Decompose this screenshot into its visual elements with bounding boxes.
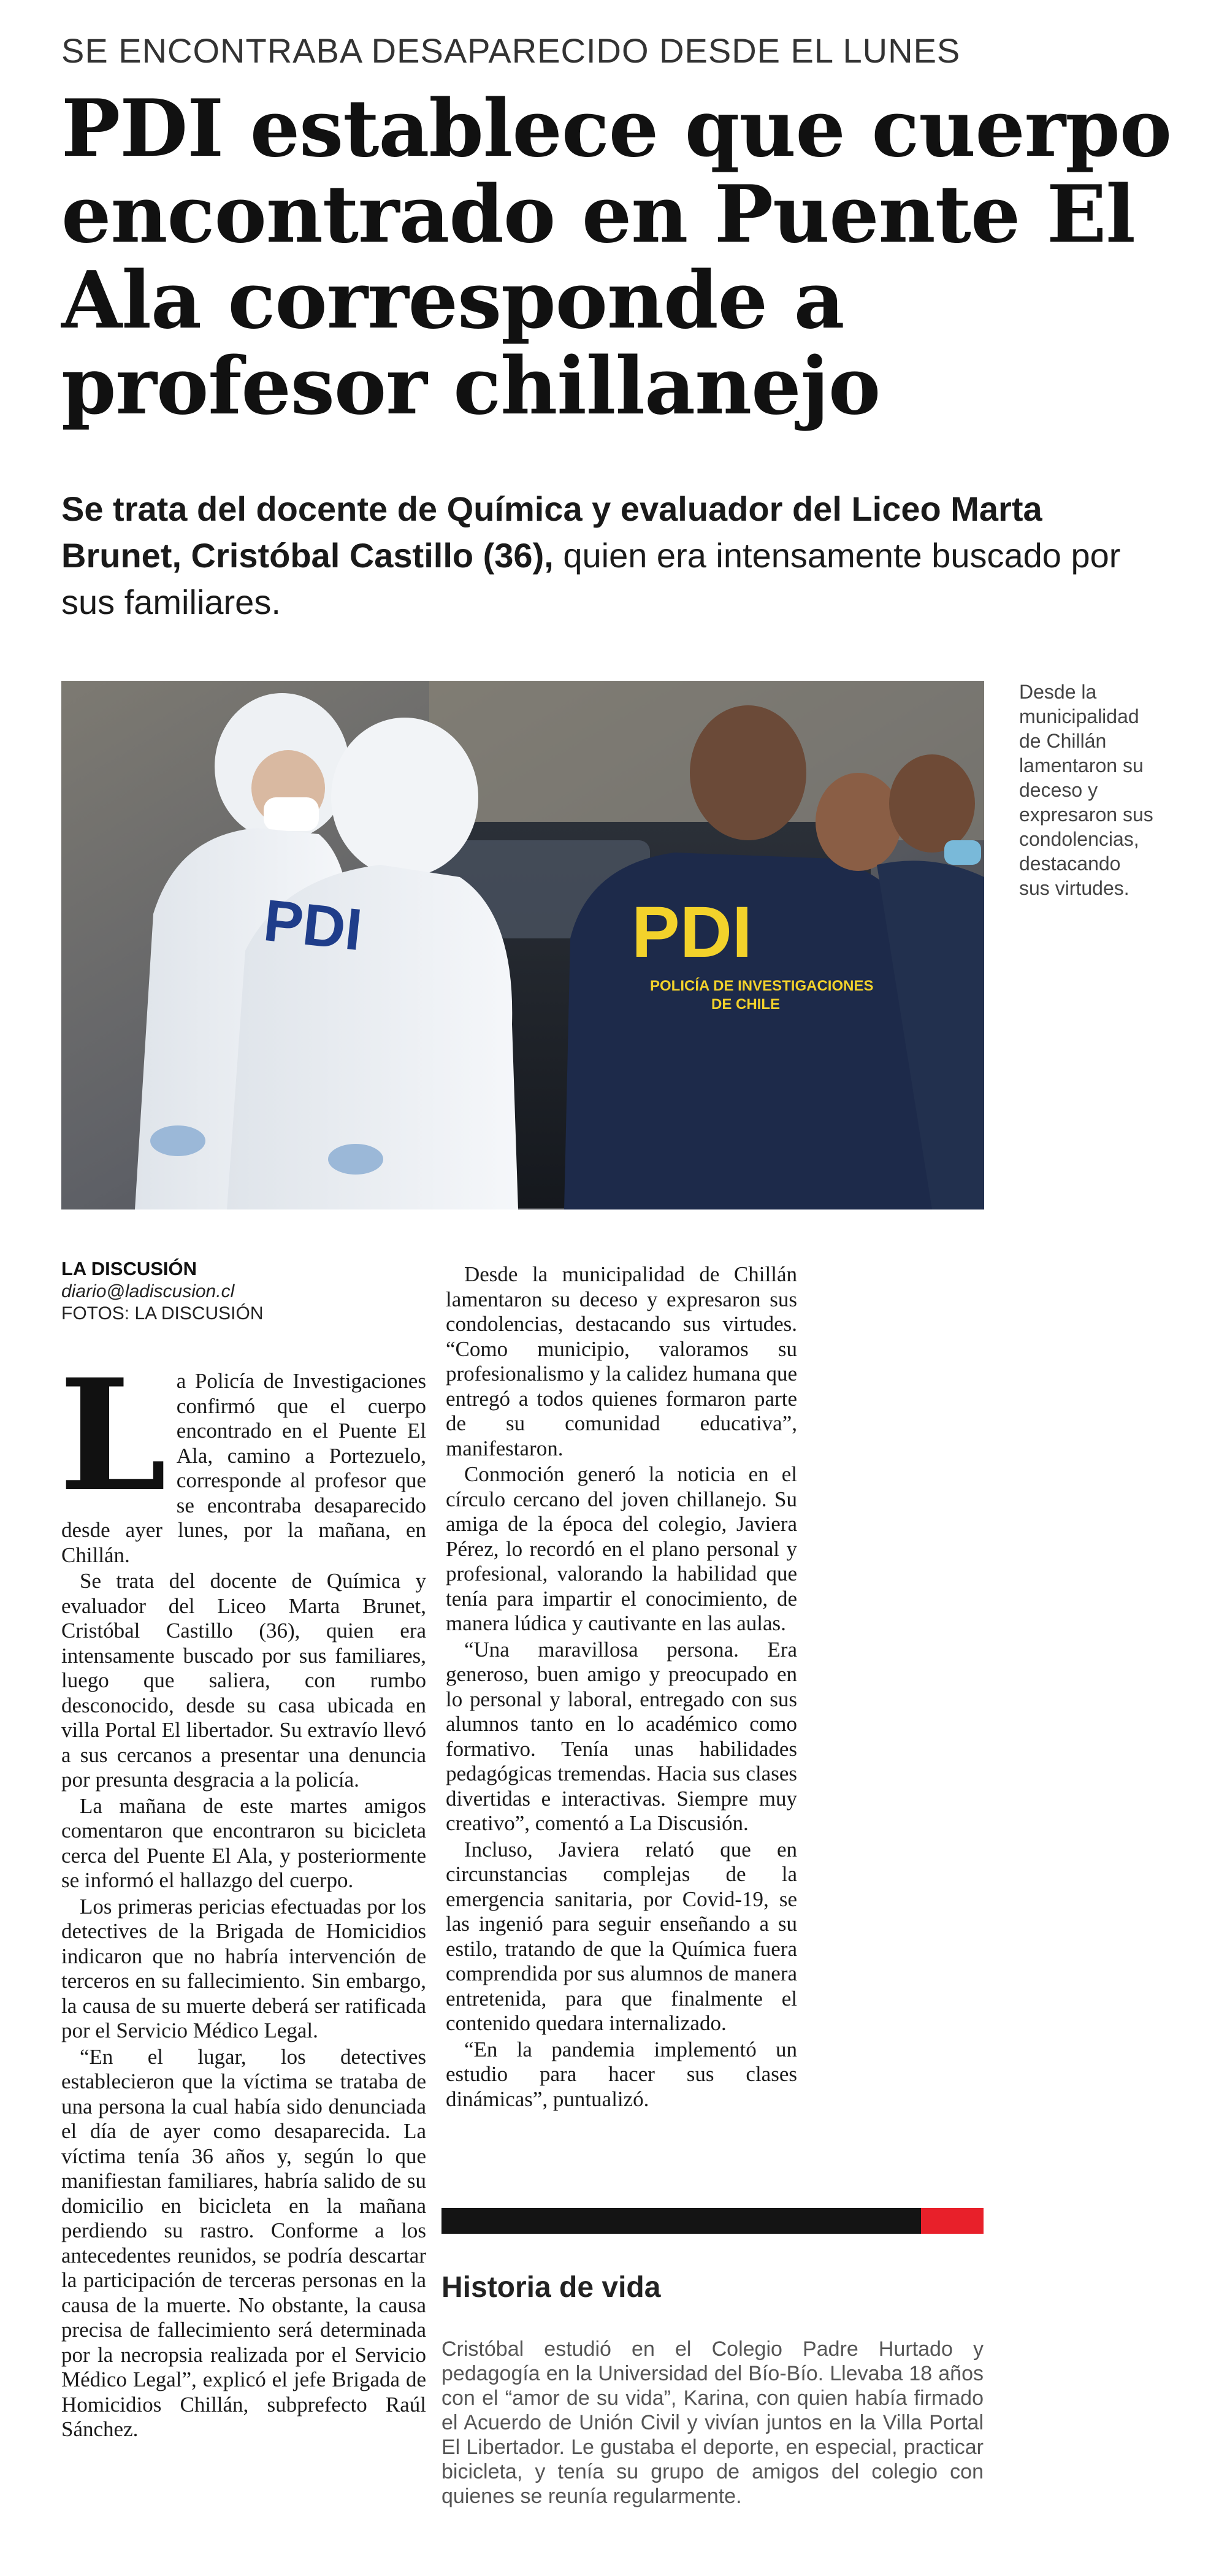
kicker: SE ENCONTRABA DESAPARECIDO DESDE EL LUNES <box>61 31 961 70</box>
sidebar-title: Historia de vida <box>441 2271 661 2304</box>
photo-jacket-right-sub1: POLICÍA DE INVESTIGACIONES <box>650 978 874 994</box>
byline-email[interactable]: diario@ladiscusion.cl <box>61 1281 235 1301</box>
sidebar-bar-red <box>921 2208 984 2234</box>
byline-organization: LA DISCUSIÓN <box>61 1258 197 1279</box>
photo-jacket-right-sub2: DE CHILE <box>711 996 781 1013</box>
article-column-2 <box>446 1262 797 2113</box>
photo-illustration <box>61 681 984 1209</box>
paragraph: “En la pandemia implementó un estudio para hacer sus clases dinámicas”, puntualizó. <box>446 2037 797 2111</box>
paragraph: Los primeras pericias efectuadas por los detectives de la Brigada de Homicidios indicaron que no habría intervención de terceros en su fallecimiento. Sin embargo, la causa de su muerte deberá ser ratificada por el Servicio Médico Legal. <box>61 1894 426 2042</box>
byline <box>61 1257 441 1325</box>
paragraph: “Una maravillosa persona. Era generoso, buen amigo y preocupado en lo personal y laboral, entregado con sus alumnos tanto en lo académico como formativo. Tenía unas habilidades pedagógicas tremendas. Hacia sus clases divertidas e interactivas. Siempre muy creativo”, comentó a La Discusión. <box>446 1637 797 1835</box>
paragraph: Se trata del docente de Química y evaluador del Liceo Marta Brunet, Cristóbal Castillo (36), quien era intensamente buscado por sus familiares, luego que saliera, con rumbo desconocido, desde su casa ubicada en villa Portal El libertador. Su extravío llevó a sus cercanos a presentar una denuncia por presunta desgracia a la policía. <box>61 1569 426 1792</box>
article-column-1 <box>59 1345 426 2444</box>
byline-photo-credit: FOTOS: LA DISCUSIÓN <box>61 1303 264 1324</box>
photo-jacket-left-text: PDI <box>261 887 365 964</box>
paragraph-text: a Policía de Investigaciones confirmó que el cuerpo encontrado en el Puente El Ala, camino a Portezuelo, corresponde al profesor que se encontraba desaparecido desde ayer lunes, por la mañana, en Chillán. <box>61 1369 426 1567</box>
sidebar-bar-black <box>441 2208 921 2234</box>
paragraph <box>59 1345 426 1568</box>
deck <box>61 486 1165 626</box>
sidebar-box <box>441 2208 984 2564</box>
paragraph: La mañana de este martes amigos comentaron que encontraron su bicicleta cerca del Puente El Ala, y posteriormente se informó el hallazgo del cuerpo. <box>61 1793 426 1892</box>
paragraph: Conmoción generó la noticia en el círculo cercano del joven chillanejo. Su amiga de la época del colegio, Javiera Pérez, lo recordó en el plano personal y profesional, valorando la habilidad que tenía para impartir el conocimiento, de manera lúdica y cautivante en las aulas. <box>446 1462 797 1635</box>
photo-jacket-right-text: PDI <box>632 892 752 973</box>
paragraph: “En el lugar, los detectives establecieron que la víctima se trataba de una persona la cual había sido denunciada el día de ayer como desaparecida. La víctima tenía 36 años y, según lo que manifiestan familiares, habría salido de su domicilio en bicicleta en la mañana perdiendo su rastro. Conforme a los antecedentes reunidos, se podría descartar la participación de terceras personas en la causa de la muerte. No obstante, la causa precisa de fallecimiento será determinada por la necropsia realizada por el Servicio Médico Legal”, explicó el jefe Brigada de Homicidios Chillán, subprefecto Raúl Sánchez. <box>61 2044 426 2441</box>
deck-regular: quien era intensamente buscado por sus familiares. <box>61 536 1121 621</box>
sidebar-text: Cristóbal estudió en el Colegio Padre Hurtado y pedagogía en la Universidad del Bío-Bío. Llevaba 18 años con el “amor de su vida”, Karina, con quien había firmado el Acuerdo de Unión Civil y vivían juntos en la Villa Portal El Libertador. Le gustaba el deporte, en especial, practicar bicicleta, y tenía su grupo de amigos del colegio con quienes se reunía regularmente. <box>441 2337 984 2508</box>
photo-caption: Desde la municipalidad de Chillán lamentaron su deceso y expresaron sus condolencias, destacando sus virtudes. <box>1019 681 1153 899</box>
deck-bold: Se trata del docente de Química y evaluador del Liceo Marta Brunet, Cristóbal Castillo (36), <box>61 489 1042 575</box>
headline: PDI establece que cuerpo encontrado en Puente El Ala corresponde a profesor chillanejo <box>61 83 1172 432</box>
paragraph: Incluso, Javiera relató que en circunstancias complejas de la emergencia sanitaria, por Covid-19, se las ingenió para seguir enseñando a su estilo, tratando de que la Química fuera comprendida por sus alumnos de manera entretenida, para que finalmente el contenido quedara internalizado. <box>446 1837 797 2035</box>
drop-cap: L <box>59 1345 167 1525</box>
news-photo <box>61 681 984 1209</box>
paragraph: Desde la municipalidad de Chillán lamentaron su deceso y expresaron sus condolencias, destacando sus virtudes. “Como municipio, valoramos su profesionalismo y la calidez humana que entregó a todos quienes formaron parte de su comunidad educativa”, manifestaron. <box>446 1262 797 1460</box>
